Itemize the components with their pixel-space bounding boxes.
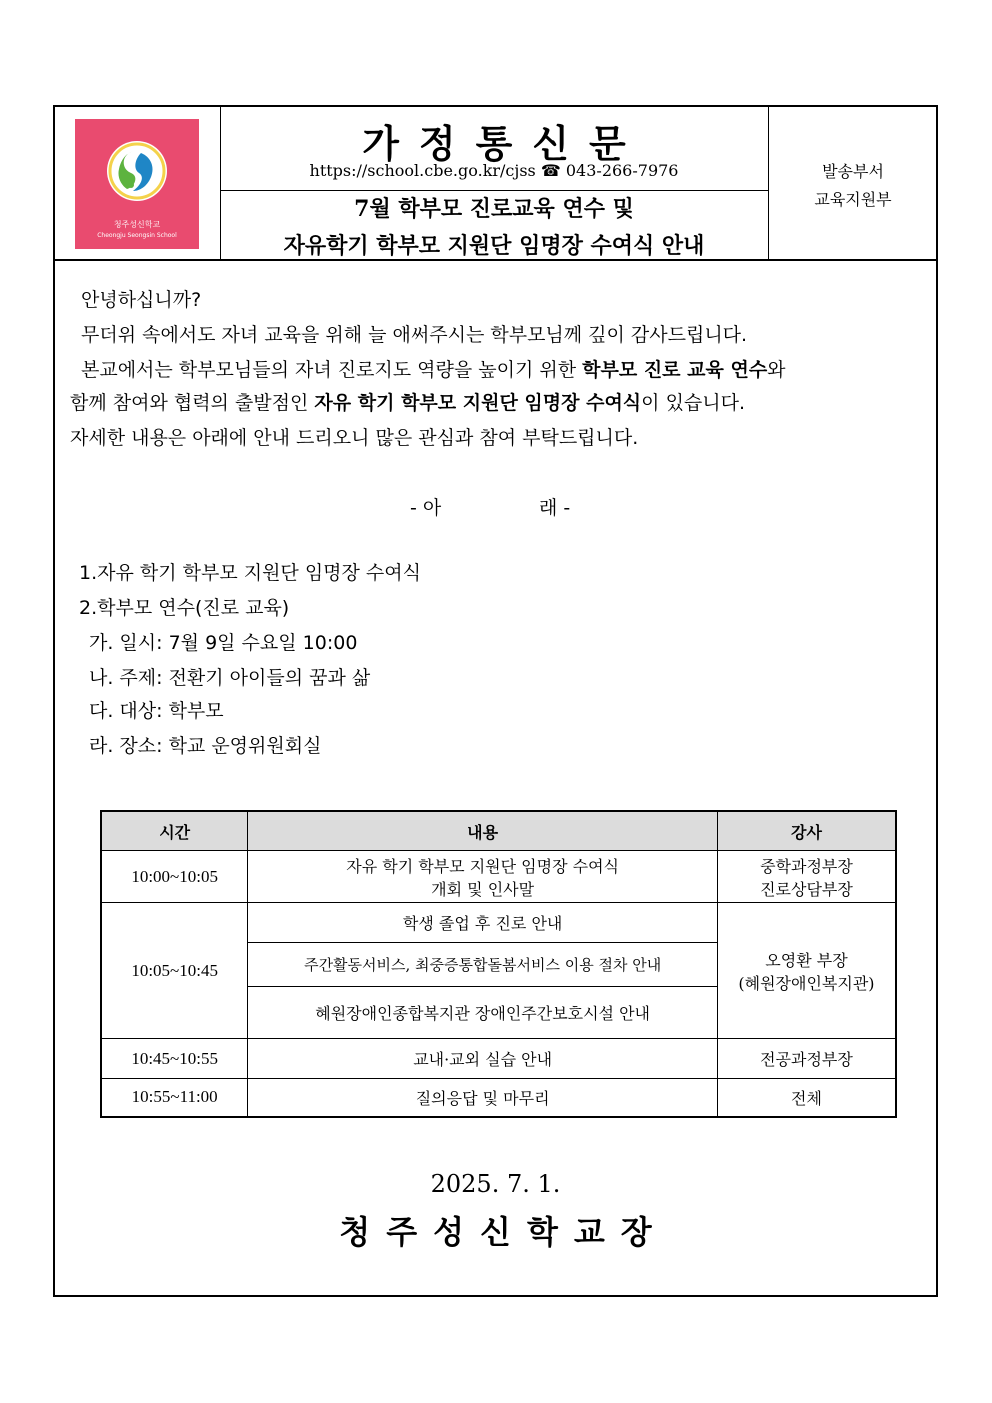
subtitle-line1: 7월 학부모 진로교육 연수 및 [354,196,634,222]
row1-content [248,851,718,903]
signature: 청주성신학교장 [339,1213,668,1251]
paragraph-3-text: 함께 참여와 협력의 출발점인 [70,392,315,414]
row2-time: 10:05~10:45 [101,903,248,1039]
detail-topic: 나. 주제: 전환기 아이들의 꿈과 삶 [89,667,371,689]
contact-info: https://school.cbe.go.kr/cjss ☎ 043-266-7976 [309,161,679,180]
row4-speaker: 전체 [717,1079,896,1117]
item-1: 1.자유 학기 학부모 지원단 임명장 수여식 [79,562,421,584]
paragraph-2 [81,355,786,382]
notice-heading-left: - 아 [410,497,442,519]
table-row [101,851,896,903]
school-logo [75,119,199,249]
row1-speaker-2: 진로상담부장 [760,879,853,899]
row1-content-1: 자유 학기 학부모 지원단 임명장 수여식 [346,856,619,876]
paragraph-2-bold: 학부모 진로 교육 연수 [582,359,768,381]
detail-target: 다. 대상: 학부모 [89,700,224,722]
newsletter-header [55,107,936,261]
table-row [101,1079,896,1117]
item-2: 2.학부모 연수(진로 교육) [79,597,290,619]
divider [220,190,768,191]
school-emblem-icon [75,119,199,219]
row2-speaker [717,903,896,1039]
row2-content-b: 주간활동서비스, 최중증통합돌봄서비스 이용 절차 안내 [248,943,718,987]
detail-date: 가. 일시: 7월 9일 수요일 10:00 [89,632,358,654]
paragraph-4: 자세한 내용은 아래에 안내 드리오니 많은 관심과 참여 부탁드립니다. [70,427,639,449]
detail-place: 라. 장소: 학교 운영위원회실 [89,735,322,757]
row2-content-c: 혜원장애인종합복지관 장애인주간보호시설 안내 [248,987,718,1039]
row4-content: 질의응답 및 마무리 [248,1079,718,1117]
table-row [101,903,896,943]
table-row [101,1039,896,1079]
paragraph-3-end: 이 있습니다. [641,392,746,414]
paragraph-2-text: 본교에서는 학부모님들의 자녀 진로지도 역량을 높이기 위한 [81,359,583,381]
dept-name: 교육지원부 [814,190,892,209]
greeting: 안녕하십니까? [81,289,202,311]
title-cell [220,107,768,259]
header-content: 내용 [248,811,718,851]
row3-speaker: 전공과정부장 [717,1039,896,1079]
row3-content: 교내·교외 실습 안내 [248,1039,718,1079]
row3-time: 10:45~10:55 [101,1039,248,1079]
paragraph-3 [70,388,745,415]
logo-school-name: 청주성신학교 [113,220,161,229]
logo-cell [55,107,221,259]
header-speaker: 강사 [717,811,896,851]
row1-time: 10:00~10:05 [101,851,248,903]
dept-label: 발송부서 [822,162,884,181]
schedule-table [100,810,897,1118]
issue-date: 2025. 7. 1. [430,1170,561,1198]
logo-school-eng: Cheongju Seongsin School [97,232,177,239]
row1-speaker-1: 중학과정부장 [760,856,853,876]
table-header-row [101,811,896,851]
paragraph-1: 무더위 속에서도 자녀 교육을 위해 늘 애써주시는 학부모님께 깊이 감사드립니다. [81,324,748,346]
row2-speaker-2: (혜원장애인복지관) [738,973,875,993]
page-title: 가정통신문 [362,121,646,166]
subtitle-line2: 자유학기 학부모 지원단 임명장 수여식 안내 [283,233,705,259]
row1-speaker [717,851,896,903]
dept-cell [768,107,937,259]
paragraph-3-bold: 자유 학기 학부모 지원단 임명장 수여식 [314,392,642,414]
notice-heading-right: 래 - [539,497,571,519]
row2-content-a: 학생 졸업 후 진로 안내 [248,903,718,943]
header-time: 시간 [101,811,248,851]
row4-time: 10:55~11:00 [101,1079,248,1117]
paragraph-2-end: 와 [767,359,786,381]
row1-content-2: 개회 및 인사말 [431,879,535,899]
row2-speaker-1: 오영환 부장 [765,950,848,970]
newsletter-frame [53,105,938,1297]
